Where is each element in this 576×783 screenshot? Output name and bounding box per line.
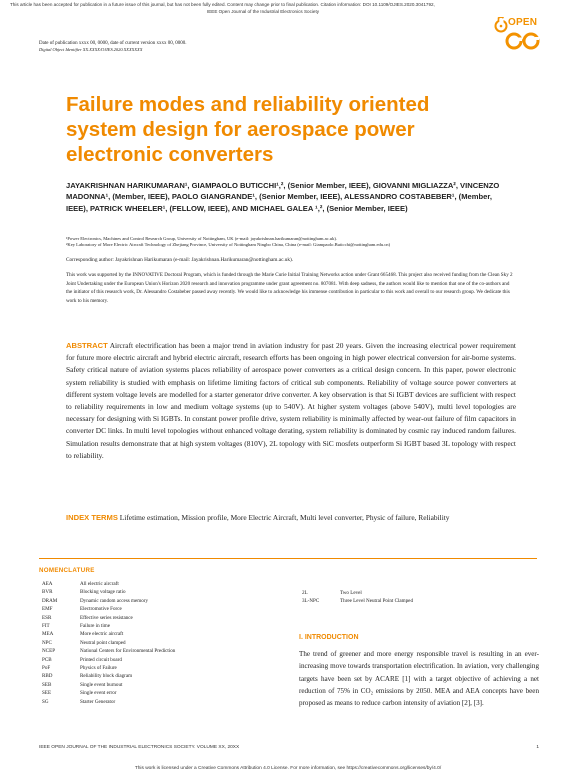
nom-desc: Three Level Neutral Point Clamped [340, 598, 413, 605]
abstract [66, 340, 516, 462]
nom-abbr: PoF [42, 665, 51, 672]
affiliation-1: ¹Power Electronics, Machines and Control Research Group, University of Nottingham, UK (e-mail: jayakrishnan.harikumaran@nottingham.ac.uk). [66, 236, 338, 241]
nomenclature-row [42, 597, 175, 605]
nom-desc: Printed circuit board [80, 656, 122, 663]
corresponding-author: Corresponding author: Jayakrishnan Harikumaran (e-mail: Jayakrishnan.Harikumaran@nottingham.ac.uk). [66, 257, 294, 263]
nomenclature-row [302, 589, 413, 597]
funding-acknowledgment: This work was supported by the INNOVATIVE Doctoral Program, which is funded through the Marie Curie Initial Training Networks action under Grant 665468. This project also received funding from the Clean Sky 2 Joint Undertaking under the European Union's Horizon 2020 research and innovation programme under grant agreement no. 807081. With deep sadness, the authors would like to mention that one of the co-authors and the initiator of this research work, Dr. Alessandro Costabeber passed away recently. We would like to acknowledge his immense contribution in particular to this work and overall to our research group. We dedicate this work to his memory. [66, 272, 513, 304]
nom-abbr: PCB [42, 656, 52, 663]
nom-desc: All electric aircraft [80, 581, 119, 587]
publication-info [39, 40, 186, 53]
nom-abbr: BVR [42, 589, 53, 596]
license-note: This work is licensed under a Creative Commons Attribution 4.0 License. For more information, see https://creativecommons.org/licenses/by/4.0/ [134, 766, 442, 771]
nomenclature-row [42, 664, 175, 672]
open-journal-logo [494, 17, 546, 51]
nomenclature-row [42, 580, 175, 588]
nomenclature-row [42, 622, 175, 630]
nom-abbr: NPC [42, 639, 52, 646]
nomenclature-row [42, 605, 175, 613]
nom-desc: Starter Generator [80, 698, 116, 705]
nomenclature-row [42, 630, 175, 638]
nomenclature-row [42, 672, 175, 680]
author-list: JAYAKRISHNAN HARIKUMARAN¹, GIAMPAOLO BUTICCHI¹,², (Senior Member, IEEE), GIOVANNI MIGLIAZZA², VINCENZO MADONNA¹, (Member, IEEE), PAOLO GIANGRANDE¹, (Senior Member, IEEE), ALESSANDRO COSTABEBER¹, (Member, IEEE), PATRICK WHEELER¹, (FELLOW, IEEE), AND MICHAEL GALEA ¹,², (Senior Member, IEEE) [66, 181, 500, 213]
header-notice [10, 2, 516, 15]
nom-desc: Single event error [80, 690, 117, 697]
nom-abbr: AEA [42, 581, 53, 587]
header-notice-line2: IEEE Open Journal of the Industrial Electronics Society [206, 8, 320, 14]
page-footer [39, 745, 539, 750]
nom-abbr: NCEP [42, 648, 56, 655]
nom-abbr: ESR [42, 614, 52, 621]
nomenclature-row [42, 681, 175, 689]
affiliation-2: ²Key Laboratory of More Electric Aircraft Technology of Zhejiang Province, University of Nottingham Ningbo China, China (e-mail: Giampaolo.Buticchi@nottingham.edu.cn) [66, 242, 391, 248]
nomenclature-row [42, 647, 175, 655]
nom-desc: Blocking voltage ratio [80, 589, 126, 596]
nomenclature-row [42, 639, 175, 647]
nom-desc: Electromotive Force [80, 606, 122, 613]
nom-desc: Two Level [340, 590, 362, 596]
index-terms [66, 512, 516, 524]
nom-desc: Dynamic random access memory [80, 597, 149, 604]
nom-desc: Effective series resistance [80, 614, 133, 621]
nom-abbr: MEA [42, 631, 54, 638]
logo-graphic [494, 17, 546, 51]
nom-abbr: SG [42, 698, 49, 705]
journal-footer: IEEE OPEN JOURNAL OF THE INDUSTRIAL ELECTRONICS SOCIETY. VOLUME XX, 20XX [39, 745, 240, 750]
index-terms-text: Lifetime estimation, Mission profile, More Electric Aircraft, Multi level converter, Physic of failure, Reliability [119, 513, 450, 522]
nomenclature-heading: NOMENCLATURE [39, 567, 95, 574]
nom-desc: Physics of Failure [80, 665, 117, 672]
nom-desc: National Centers for Environmental Prediction [80, 648, 176, 655]
affiliations [66, 236, 511, 249]
doi: Digital Object Identifier XX.XXXX/OJIES.2020.XXXXXXX [39, 47, 143, 52]
nom-abbr: 2L [302, 590, 308, 596]
nom-desc: Failure in time [80, 623, 110, 630]
nomenclature-row [42, 614, 175, 622]
nomenclature-row [302, 597, 413, 605]
introduction-heading: I. INTRODUCTION [299, 634, 359, 641]
header-notice-line1: This article has been accepted for publication in a future issue of this journal, but has not been fully edited. Content may change prior to final publication. Citation information: DOI 10.1109/OJIES.2020.3041792, [10, 2, 435, 7]
index-terms-label: INDEX TERMS [66, 513, 118, 522]
publication-date: Date of publication xxxx 00, 0000, date of current version xxxx 00, 0000. [39, 41, 187, 46]
nom-abbr: RBD [42, 673, 53, 680]
nomenclature-row [42, 588, 175, 596]
nom-abbr: DRAM [42, 597, 58, 604]
nom-desc: Single event burnout [80, 681, 123, 688]
nom-desc: Neutral point clamped [80, 639, 126, 646]
nom-abbr: FIT [42, 623, 50, 630]
nomenclature-row [42, 698, 175, 706]
page-number: 1 [536, 745, 539, 750]
logo-open-text: OPEN [508, 17, 538, 28]
nom-desc: More electric aircraft [80, 631, 124, 638]
nomenclature-right-list [302, 589, 413, 606]
paper-title: Failure modes and reliability oriented system design for aerospace power electronic converters [66, 93, 430, 166]
nom-abbr: SEB [42, 681, 52, 688]
nom-abbr: EMF [42, 606, 53, 613]
nom-desc: Reliability block diagram [80, 673, 133, 680]
introduction-text: The trend of greener and more energy responsible travel is resulting in an ever-increasing move towards transportation electrification. In aviation, very challenging targets have been set by ACARE [1] with a target objective of achieving a net reduction of 75% in CO₂ emissions by 2050. MEA and AEA concepts have been proposed as means to reduce carbon intensity of aviation [2], [3]. [299, 650, 539, 708]
section-divider [39, 558, 537, 559]
abstract-text: Aircraft electrification has been a major trend in aviation industry for past 20 years. Given the increasing electrical power requirement for future more electric aircraft and hybrid electric aircraft, research efforts has been ongoing in high power electrical conversion for air-borne systems. Safety critical nature of aviation systems places reliability of aerospace power converters as a critical design concern. In this paper, power electronic system reliability is studied with emphasis on lifetime limiting factors of critical sub components. Reliability of voltage source power converters at different system voltage levels are modelled for a starter generator drive converter. A key observation is that Si IGBT devices are sufficient with respect to reliability requirements in low and medium voltage systems (up to 540V). At higher system voltages (above 540V), multi level topologies are necessary for designing with Si IGBTs. In constant power profile drive, system reliability is minimally affected by wear-out failure of film capacitors in converter DC links. In multi level topologies without enhanced voltage derating, system reliability is dominated by cosmic ray induced random failures. Simulation results demonstrate that at high system voltages (810V), 2L topology with SiC mosfets outperform Si IGBT based 3L topology with respect to reliability. [66, 341, 516, 460]
abstract-label: ABSTRACT [66, 341, 108, 350]
nom-abbr: SEE [42, 690, 52, 697]
nomenclature-left-list [42, 580, 175, 706]
nomenclature-row [42, 656, 175, 664]
nomenclature-row [42, 689, 175, 697]
nom-abbr: 3L-NPC [302, 598, 320, 605]
